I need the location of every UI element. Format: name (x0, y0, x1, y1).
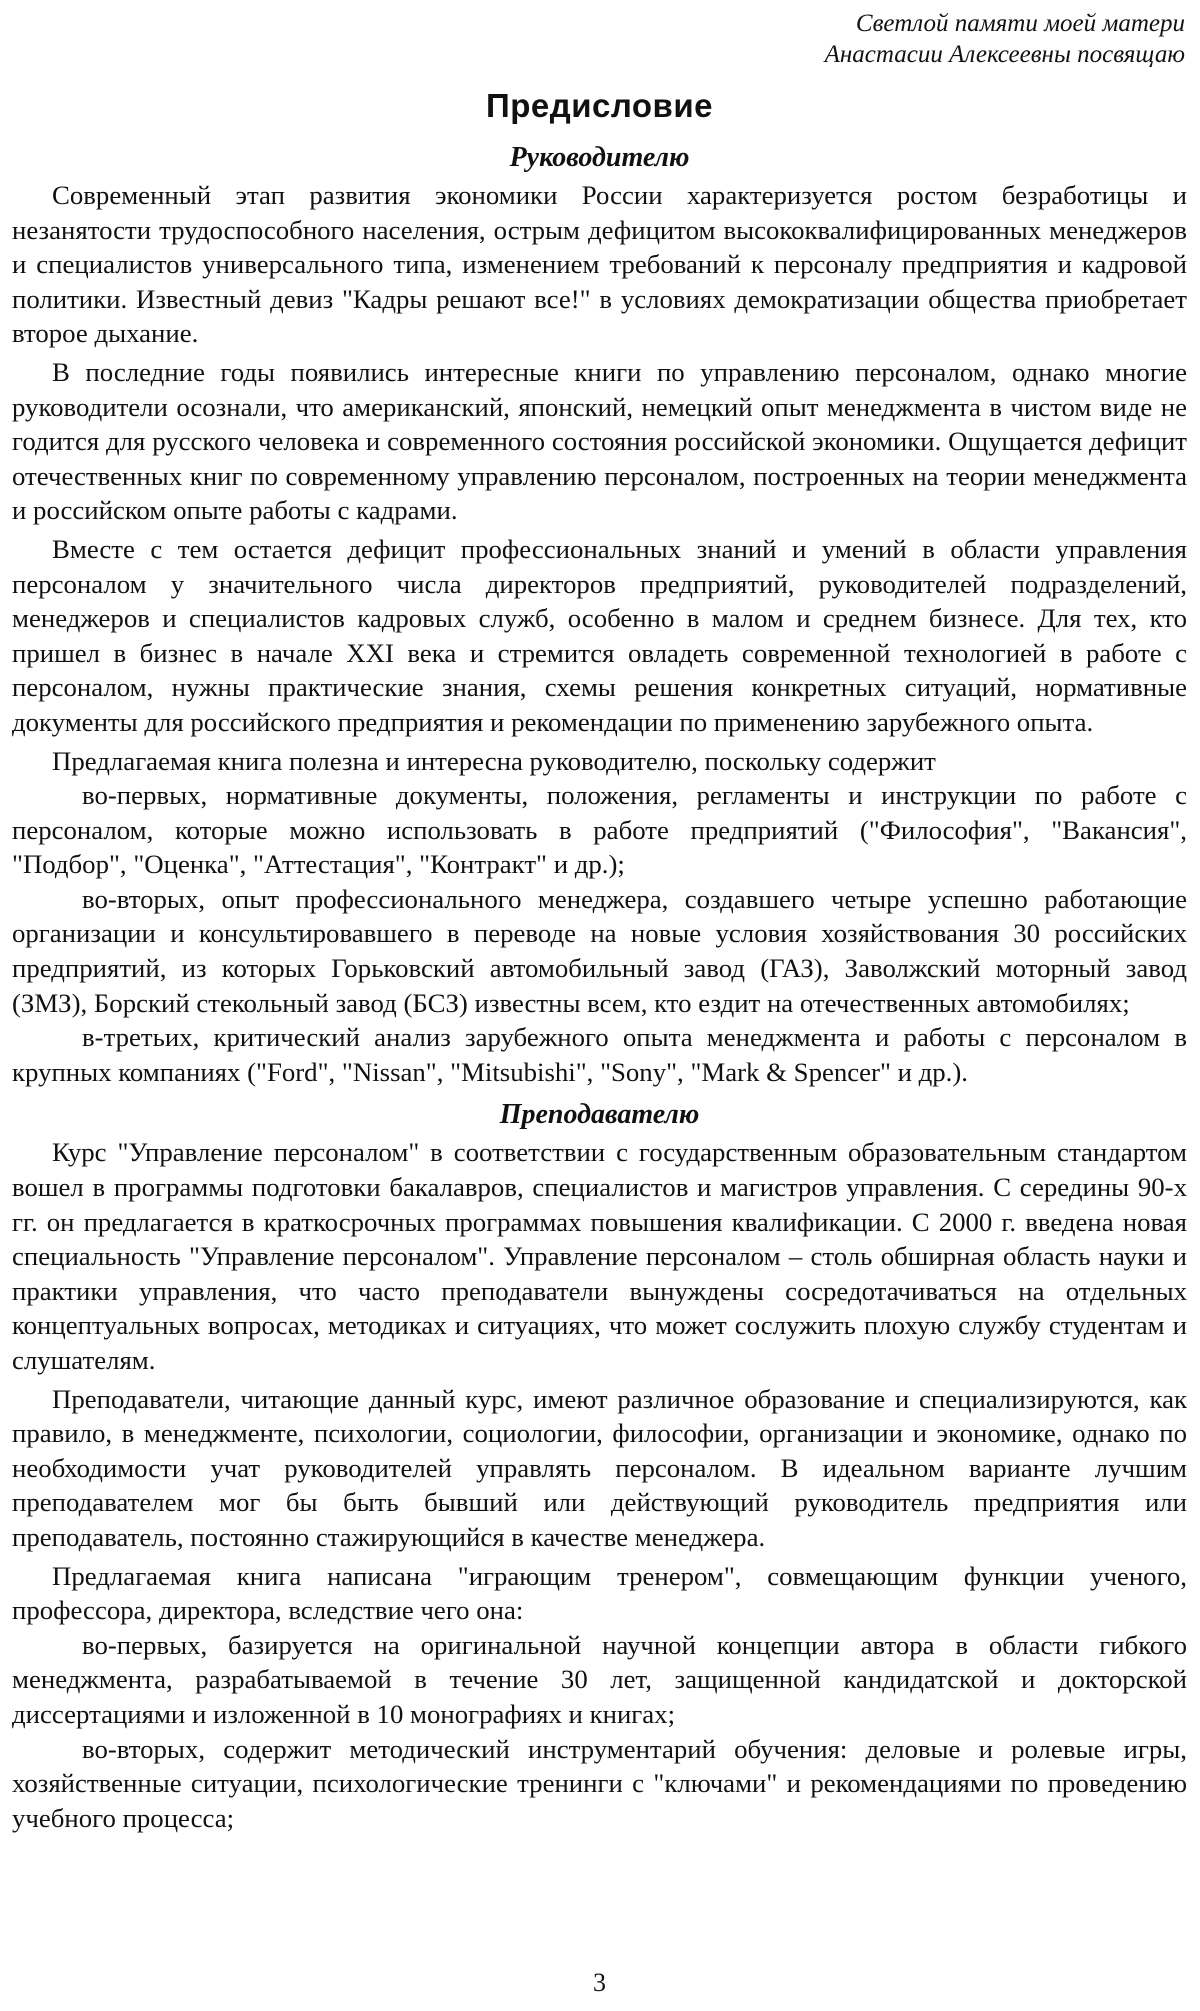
section-for-teacher (12, 1097, 1187, 1835)
section-for-manager (12, 140, 1187, 1089)
paragraph: В последние годы появились интересные книги по управлению персоналом, однако многие руководители осознали, что американский, японский, немецкий опыт менеджмента в чистом виде не годится для русского человека и современного состояния российской экономики. Ощущается дефицит отечественных книг по современному управлению персоналом, построенных на теории менеджмента и российском опыте работы с кадрами. (12, 356, 1187, 526)
list-item: во-первых, нормативные документы, положения, регламенты и инструкции по работе с персоналом, которые можно использовать в работе предприятий ("Философия", "Вакансия", "Подбор", "Оценка", "Аттестация", "Контракт" и др.); (12, 780, 1187, 880)
book-page (12, 8, 1187, 2003)
section-heading: Преподавателю (499, 1099, 700, 1131)
paragraph: Предлагаемая книга полезна и интересна руководителю, поскольку содержит (52, 745, 936, 776)
section-heading: Руководителю (509, 142, 690, 173)
list-item: во-вторых, содержит методический инструментарий обучения: деловые и ролевые игры, хозяйственные ситуации, психологические тренинги с "ключами" и рекомендациями по проведению учебного процесса; (12, 1733, 1187, 1833)
page-title: Предисловие (486, 87, 713, 124)
paragraph: Преподаватели, читающие данный курс, имеют различное образование и специализируются, как правило, в менеджменте, психологии, социологии, философии, организации и экономике, однако по необходимости учат руководителей управлять персоналом. В идеальном варианте лучшим преподавателем мог бы быть бывший или действующий руководитель предприятия или преподаватель, постоянно стажирующийся в качестве менеджера. (12, 1383, 1187, 1552)
dedication (12, 8, 1187, 70)
paragraph: Предлагаемая книга написана "играющим тренером", совмещающим функции ученого, профессора, директора, вследствие чего она: (12, 1560, 1187, 1626)
dedication-line: Светлой памяти моей матери (855, 10, 1185, 37)
paragraph: Современный этап развития экономики России характеризуется ростом безработицы и незанятости трудоспособного населения, острым дефицитом высококвалифицированных менеджеров и специалистов универсального типа, изменением требований к персоналу предприятия и кадровой политики. Известный девиз "Кадры решают все!" в условиях демократизации общества приобретает второе дыхание. (12, 180, 1187, 349)
list-item: во-вторых, опыт профессионального менеджера, создавшего четыре успешно работающие организации и консультировавшего в переводе на новые условия хозяйствования 30 российских предприятий, из которых Горьковский автомобильный завод (ГАЗ), Заволжский моторный завод (ЗМЗ), Борский стекольный завод (БСЗ) известны всем, кто ездит на отечественных автомобилях; (12, 883, 1187, 1018)
page-number: 3 (593, 1968, 606, 1997)
list-item: во-первых, базируется на оригинальной научной концепции автора в области гибкого менеджмента, разрабатываемой в течение 30 лет, защищенной кандидатской и докторской диссертациями и изложенной в 10 монографиях и книгах; (12, 1629, 1187, 1729)
dedication-line: Анастасии Алексеевны посвящаю (824, 41, 1185, 68)
list-item: в-третьих, критический анализ зарубежного опыта менеджмента и работы с персоналом в крупных компаниях ("Ford", "Nissan", "Mitsubishi", "Sony", "Mark & Spencer" и др.). (12, 1022, 1187, 1087)
paragraph: Курс "Управление персоналом" в соответствии с государственным образовательным стандартом вошел в программы подготовки бакалавров, специалистов и магистров управления. С середины 90-х гг. он предлагается в краткосрочных программах повышения квалификации. С 2000 г. введена новая специальность "Управление персоналом". Управление персоналом – столь обширная область науки и практики управления, что часто преподаватели вынуждены сосредотачиваться на отдельных концептуальных вопросах, методиках и ситуациях, что может сослужить плохую службу студентам и слушателям. (12, 1137, 1187, 1375)
paragraph: Вместе с тем остается дефицит профессиональных знаний и умений в области управления персоналом у значительного числа директоров предприятий, руководителей подразделений, менеджеров и специалистов кадровых служб, особенно в малом и среднем бизнесе. Для тех, кто пришел в бизнес в начале XXI века и стремится овладеть современной технологией в работе с персоналом, нужны практические знания, схемы решения конкретных ситуаций, нормативные документы для российского предприятия и рекомендации по применению зарубежного опыта. (12, 533, 1187, 737)
